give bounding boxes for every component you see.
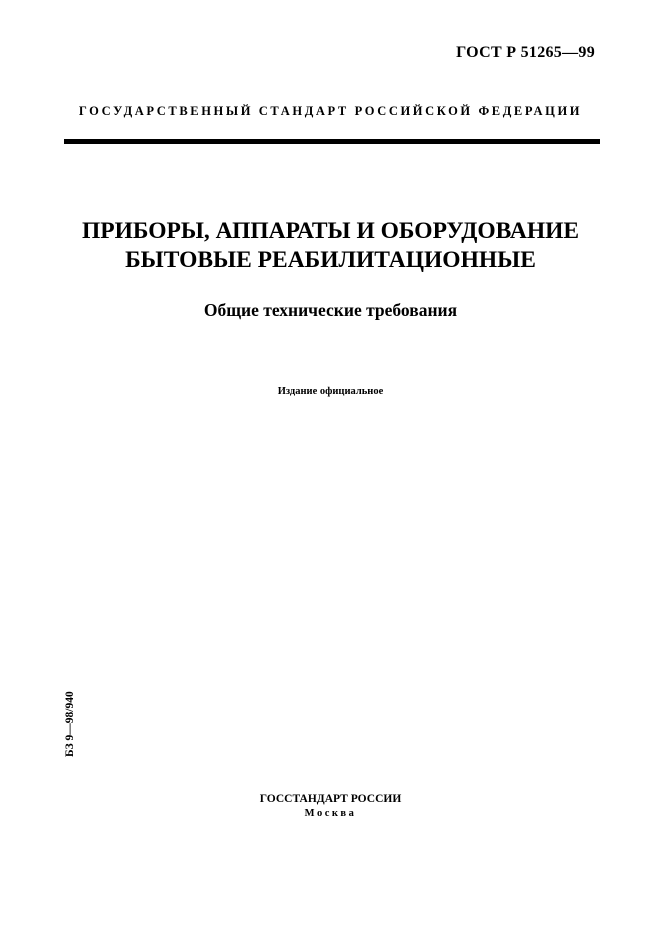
document-title-line-1: ПРИБОРЫ, АППАРАТЫ И ОБОРУДОВАНИЕ	[81, 218, 580, 244]
side-catalog-code: БЗ 9—98/940	[64, 691, 76, 757]
document-title-line-2: БЫТОВЫЕ РЕАБИЛИТАЦИОННЫЕ	[125, 247, 536, 273]
document-subtitle: Общие технические требования	[203, 300, 458, 320]
document-code: ГОСТ Р 51265—99	[456, 44, 595, 61]
publisher-name: ГОССТАНДАРТ РОССИИ	[259, 793, 402, 805]
horizontal-rule	[64, 139, 600, 144]
publication-city: Москва	[304, 808, 357, 819]
document-title	[40, 217, 621, 275]
edition-note: Издание официальное	[277, 386, 384, 397]
state-standard-heading: ГОСУДАРСТВЕННЫЙ СТАНДАРТ РОССИЙСКОЙ ФЕДЕРАЦИИ	[78, 104, 583, 118]
